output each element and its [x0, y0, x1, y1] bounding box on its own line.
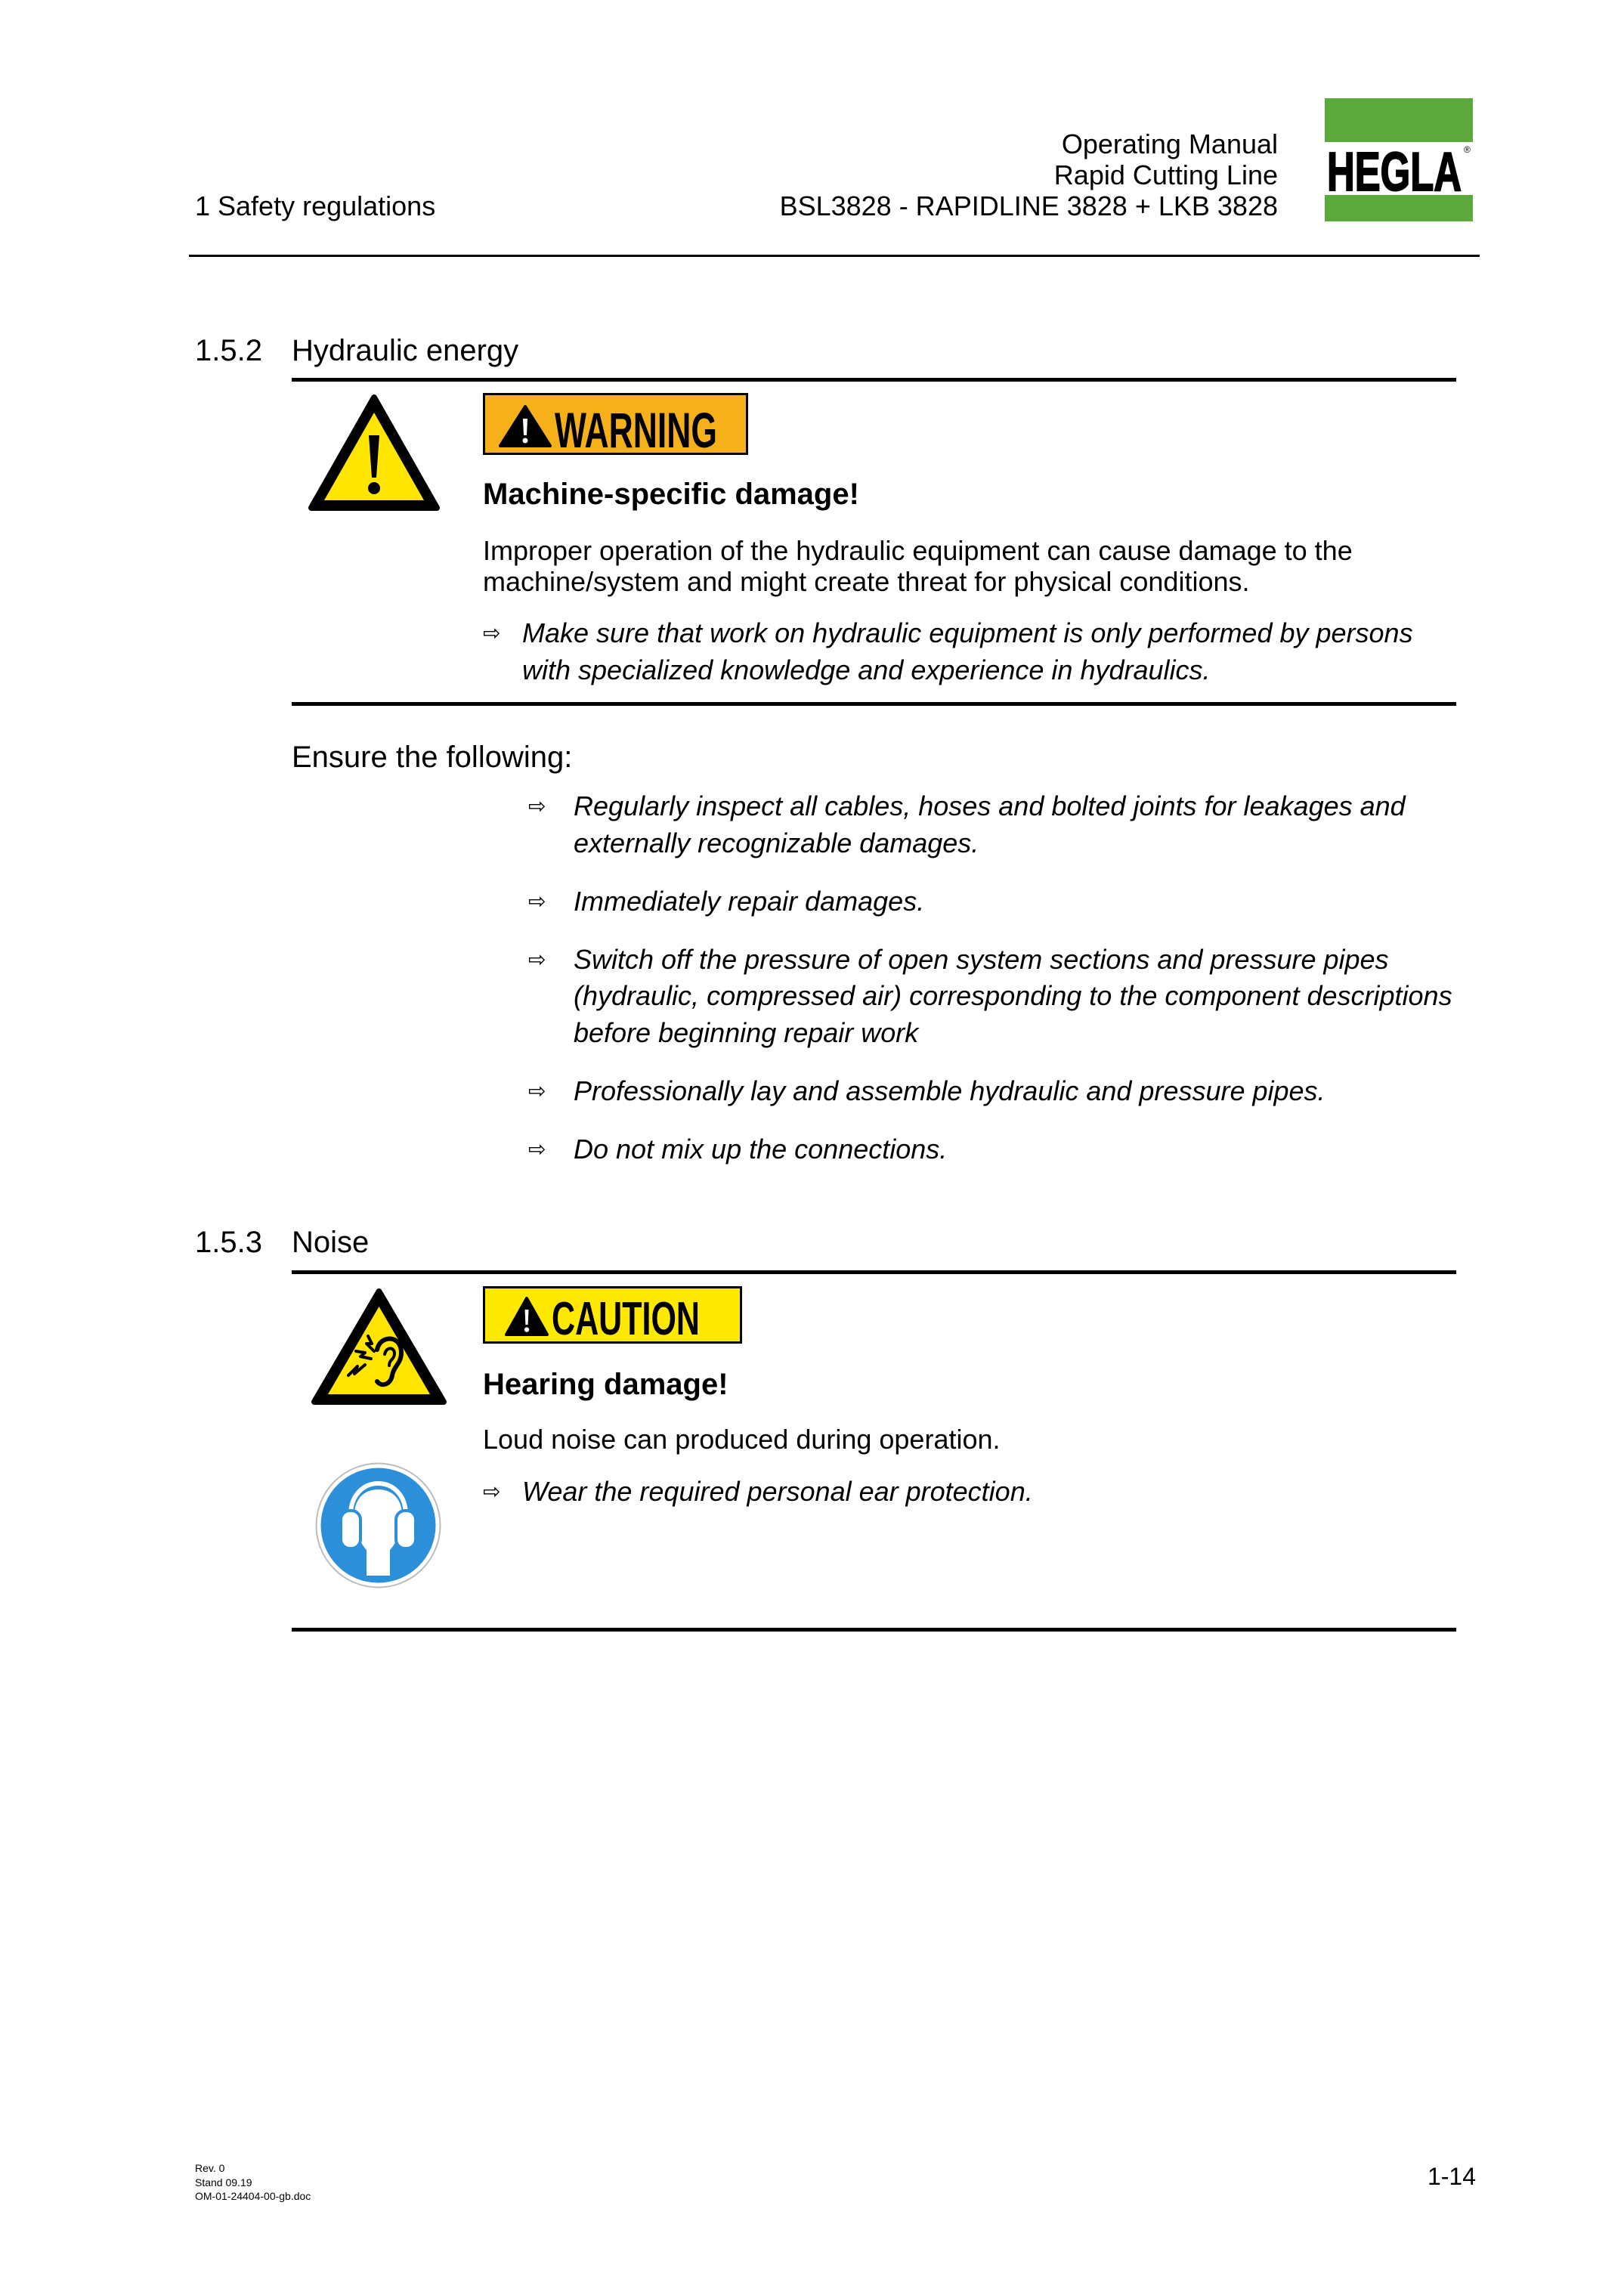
chapter-title: 1 Safety regulations	[195, 190, 436, 221]
list-item	[528, 1131, 1452, 1168]
notice-heading: Machine-specific damage!	[483, 478, 859, 511]
instruction-list	[528, 788, 1452, 1189]
left-earmuff-icon	[341, 1511, 360, 1548]
list-item-text: Regularly inspect all cables, hoses and bolted joints for leakages and externally recognizable damages.	[574, 790, 1406, 858]
footer-document-info	[195, 2161, 311, 2204]
list-intro: Ensure the following:	[292, 741, 573, 774]
ear-protection-mandatory-icon	[315, 1462, 441, 1588]
arrow-right-icon: ⇨	[528, 946, 546, 972]
list-item	[528, 942, 1452, 1052]
revision-date: Stand 09.19	[195, 2176, 252, 2188]
notice-text: Loud noise can produced during operation.	[483, 1424, 1001, 1455]
list-item	[528, 883, 1452, 920]
page-number: 1-14	[1427, 2163, 1476, 2190]
section-number: 1.5.2	[195, 334, 262, 367]
logo-top-band	[1325, 98, 1473, 142]
caution-signal-label	[483, 1286, 742, 1344]
instruction-text: Wear the required personal ear protection.	[522, 1476, 1033, 1507]
notice-instruction	[483, 1474, 1033, 1511]
document-title: Operating Manual	[1061, 128, 1278, 159]
header-divider	[189, 255, 1480, 257]
signal-word: CAUTION	[552, 1293, 700, 1344]
registered-mark: ®	[1464, 144, 1471, 155]
arrow-right-icon: ⇨	[483, 1479, 501, 1504]
machine-model: BSL3828 - RAPIDLINE 3828 + LKB 3828	[779, 190, 1278, 221]
arrow-right-icon: ⇨	[483, 620, 501, 645]
notice-top-rule	[292, 1270, 1456, 1274]
signal-word: WARNING	[555, 402, 717, 455]
list-item-text: Immediately repair damages.	[574, 885, 925, 917]
right-earmuff-icon	[396, 1511, 416, 1548]
noise-warning-icon	[311, 1286, 447, 1408]
hegla-logo	[1325, 98, 1473, 221]
section-title: Hydraulic energy	[292, 334, 519, 367]
warning-signal-label	[483, 393, 748, 455]
product-line: Rapid Cutting Line	[1053, 159, 1278, 190]
list-item	[528, 788, 1452, 861]
notice-bottom-rule	[292, 702, 1456, 706]
notice-bottom-rule	[292, 1628, 1456, 1632]
revision: Rev. 0	[195, 2162, 225, 2174]
instruction-text: Make sure that work on hydraulic equipment is only performed by persons with specialized knowledge and experience in hydraulics.	[522, 617, 1413, 685]
general-warning-icon	[308, 393, 440, 513]
list-item-text: Professionally lay and assemble hydraulic and pressure pipes.	[574, 1075, 1325, 1106]
list-item	[528, 1073, 1452, 1110]
arrow-right-icon: ⇨	[528, 1078, 546, 1103]
list-item-text: Switch off the pressure of open system sections and pressure pipes (hydraulic, compressed air) corresponding to the component descriptions before beginning repair work	[574, 943, 1452, 1048]
section-title: Noise	[292, 1226, 370, 1259]
list-item-text: Do not mix up the connections.	[574, 1133, 948, 1165]
notice-text: Improper operation of the hydraulic equipment can cause damage to the machine/system and might create threat for physical conditions.	[483, 535, 1353, 597]
notice-heading: Hearing damage!	[483, 1368, 728, 1401]
arrow-right-icon: ⇨	[528, 793, 546, 818]
section-number: 1.5.3	[195, 1226, 262, 1259]
notice-top-rule	[292, 378, 1456, 382]
arrow-right-icon: ⇨	[528, 888, 546, 914]
document-header-info	[780, 128, 1278, 221]
notice-instruction	[483, 615, 1413, 688]
arrow-right-icon: ⇨	[528, 1136, 546, 1162]
file-name: OM-01-24404-00-gb.doc	[195, 2190, 311, 2202]
logo-wordmark: HEGLA	[1327, 142, 1462, 203]
